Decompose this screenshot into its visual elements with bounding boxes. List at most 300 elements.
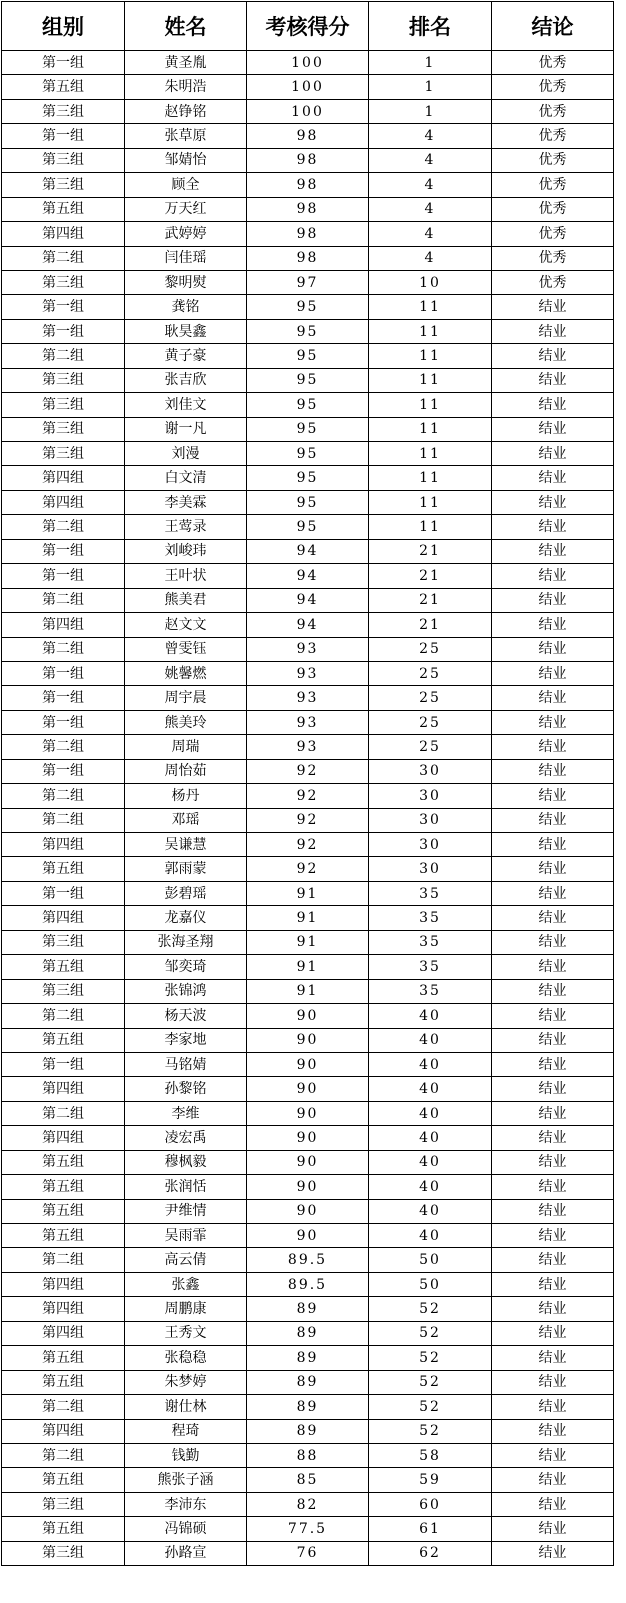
rank-cell: 4 [369, 197, 492, 221]
name-cell: 王叶状 [125, 564, 247, 588]
rank-cell: 4 [369, 173, 492, 197]
score-cell: 98 [247, 246, 369, 270]
name-cell: 李家地 [125, 1028, 247, 1052]
name-cell: 周瑞 [125, 735, 247, 759]
group-cell: 第三组 [2, 1541, 125, 1565]
conclusion-cell: 结业 [492, 881, 614, 905]
score-cell: 90 [247, 1199, 369, 1223]
rank-cell: 11 [369, 490, 492, 514]
table-row [2, 759, 614, 783]
group-cell: 第二组 [2, 735, 125, 759]
table-row [2, 1517, 614, 1541]
rank-cell: 1 [369, 99, 492, 123]
score-cell: 95 [247, 344, 369, 368]
score-cell: 90 [247, 1150, 369, 1174]
score-cell: 91 [247, 930, 369, 954]
name-cell: 闫佳瑶 [125, 246, 247, 270]
rank-cell: 1 [369, 75, 492, 99]
name-cell: 朱梦婷 [125, 1370, 247, 1394]
group-cell: 第二组 [2, 784, 125, 808]
group-cell: 第一组 [2, 564, 125, 588]
name-cell: 周宇晨 [125, 686, 247, 710]
conclusion-cell: 优秀 [492, 124, 614, 148]
name-cell: 黎明熨 [125, 270, 247, 294]
rank-cell: 35 [369, 930, 492, 954]
table-row [2, 710, 614, 734]
table-row [2, 1150, 614, 1174]
conclusion-cell: 结业 [492, 539, 614, 563]
table-row [2, 1419, 614, 1443]
table-row [2, 686, 614, 710]
conclusion-cell: 结业 [492, 1175, 614, 1199]
table-row [2, 222, 614, 246]
rank-cell: 40 [369, 1224, 492, 1248]
rank-cell: 25 [369, 710, 492, 734]
header-name: 姓名 [125, 2, 247, 51]
table-row [2, 1297, 614, 1321]
conclusion-cell: 结业 [492, 637, 614, 661]
name-cell: 周鹏康 [125, 1297, 247, 1321]
conclusion-cell: 结业 [492, 442, 614, 466]
rank-cell: 11 [369, 417, 492, 441]
group-cell: 第四组 [2, 1297, 125, 1321]
group-cell: 第五组 [2, 1150, 125, 1174]
group-cell: 第三组 [2, 368, 125, 392]
table-row [2, 393, 614, 417]
conclusion-cell: 结业 [492, 1297, 614, 1321]
score-cell: 98 [247, 124, 369, 148]
rank-cell: 4 [369, 246, 492, 270]
name-cell: 谢仕林 [125, 1395, 247, 1419]
rank-cell: 11 [369, 393, 492, 417]
name-cell: 张海圣翔 [125, 930, 247, 954]
name-cell: 邹婧怡 [125, 148, 247, 172]
score-cell: 95 [247, 466, 369, 490]
conclusion-cell: 结业 [492, 1541, 614, 1565]
rank-cell: 4 [369, 124, 492, 148]
score-cell: 90 [247, 1004, 369, 1028]
rank-cell: 21 [369, 564, 492, 588]
table-row [2, 295, 614, 319]
rank-cell: 60 [369, 1492, 492, 1516]
conclusion-cell: 结业 [492, 1346, 614, 1370]
group-cell: 第三组 [2, 1492, 125, 1516]
score-cell: 91 [247, 881, 369, 905]
rank-cell: 30 [369, 784, 492, 808]
rank-cell: 25 [369, 637, 492, 661]
score-cell: 89.5 [247, 1248, 369, 1272]
conclusion-cell: 结业 [492, 1224, 614, 1248]
score-cell: 95 [247, 515, 369, 539]
score-cell: 100 [247, 51, 369, 75]
group-cell: 第三组 [2, 442, 125, 466]
rank-cell: 11 [369, 515, 492, 539]
score-cell: 92 [247, 833, 369, 857]
name-cell: 杨天波 [125, 1004, 247, 1028]
table-row [2, 1175, 614, 1199]
conclusion-cell: 结业 [492, 857, 614, 881]
conclusion-cell: 结业 [492, 319, 614, 343]
score-cell: 95 [247, 368, 369, 392]
table-row [2, 417, 614, 441]
group-cell: 第二组 [2, 1248, 125, 1272]
rank-cell: 40 [369, 1101, 492, 1125]
score-cell: 90 [247, 1224, 369, 1248]
table-row [2, 1004, 614, 1028]
group-cell: 第一组 [2, 686, 125, 710]
group-cell: 第二组 [2, 637, 125, 661]
table-row [2, 51, 614, 75]
table-row [2, 1321, 614, 1345]
rank-cell: 21 [369, 539, 492, 563]
conclusion-cell: 结业 [492, 955, 614, 979]
table-row [2, 490, 614, 514]
name-cell: 李沛东 [125, 1492, 247, 1516]
score-cell: 95 [247, 295, 369, 319]
group-cell: 第一组 [2, 759, 125, 783]
conclusion-cell: 结业 [492, 906, 614, 930]
name-cell: 黄子豪 [125, 344, 247, 368]
name-cell: 武婷婷 [125, 222, 247, 246]
score-cell: 95 [247, 490, 369, 514]
conclusion-cell: 结业 [492, 344, 614, 368]
conclusion-cell: 结业 [492, 1370, 614, 1394]
rank-cell: 35 [369, 906, 492, 930]
rank-cell: 59 [369, 1468, 492, 1492]
table-row [2, 1224, 614, 1248]
score-cell: 89.5 [247, 1272, 369, 1296]
rank-cell: 35 [369, 979, 492, 1003]
rank-cell: 4 [369, 222, 492, 246]
group-cell: 第五组 [2, 1468, 125, 1492]
table-row [2, 833, 614, 857]
table-row [2, 906, 614, 930]
group-cell: 第一组 [2, 319, 125, 343]
table-row [2, 270, 614, 294]
group-cell: 第四组 [2, 222, 125, 246]
table-row [2, 564, 614, 588]
table-row [2, 955, 614, 979]
rank-cell: 58 [369, 1443, 492, 1467]
score-cell: 100 [247, 99, 369, 123]
group-cell: 第四组 [2, 833, 125, 857]
table-body [2, 51, 614, 1566]
rank-cell: 25 [369, 686, 492, 710]
table-row [2, 1028, 614, 1052]
rank-cell: 40 [369, 1126, 492, 1150]
score-cell: 77.5 [247, 1517, 369, 1541]
rank-cell: 25 [369, 735, 492, 759]
conclusion-cell: 结业 [492, 1419, 614, 1443]
name-cell: 邹奕琦 [125, 955, 247, 979]
conclusion-cell: 优秀 [492, 173, 614, 197]
conclusion-cell: 结业 [492, 613, 614, 637]
name-cell: 刘漫 [125, 442, 247, 466]
score-cell: 95 [247, 319, 369, 343]
conclusion-cell: 结业 [492, 1492, 614, 1516]
group-cell: 第五组 [2, 1199, 125, 1223]
group-cell: 第二组 [2, 1395, 125, 1419]
rank-cell: 40 [369, 1199, 492, 1223]
rank-cell: 62 [369, 1541, 492, 1565]
conclusion-cell: 结业 [492, 930, 614, 954]
conclusion-cell: 优秀 [492, 51, 614, 75]
score-cell: 98 [247, 173, 369, 197]
rank-cell: 30 [369, 759, 492, 783]
score-cell: 85 [247, 1468, 369, 1492]
table-row [2, 1126, 614, 1150]
name-cell: 赵铮铭 [125, 99, 247, 123]
table-row [2, 735, 614, 759]
name-cell: 王莺录 [125, 515, 247, 539]
table-row [2, 1541, 614, 1565]
name-cell: 吴谦慧 [125, 833, 247, 857]
group-cell: 第三组 [2, 148, 125, 172]
group-cell: 第四组 [2, 1077, 125, 1101]
name-cell: 姚馨燃 [125, 661, 247, 685]
name-cell: 高云倩 [125, 1248, 247, 1272]
rank-cell: 11 [369, 295, 492, 319]
table-row [2, 148, 614, 172]
header-row [2, 2, 614, 51]
name-cell: 王秀文 [125, 1321, 247, 1345]
group-cell: 第二组 [2, 588, 125, 612]
score-cell: 93 [247, 686, 369, 710]
rank-cell: 40 [369, 1028, 492, 1052]
group-cell: 第二组 [2, 1443, 125, 1467]
score-cell: 98 [247, 148, 369, 172]
rank-cell: 21 [369, 588, 492, 612]
name-cell: 曾雯钰 [125, 637, 247, 661]
table-row [2, 75, 614, 99]
group-cell: 第四组 [2, 613, 125, 637]
conclusion-cell: 结业 [492, 1004, 614, 1028]
score-cell: 95 [247, 417, 369, 441]
conclusion-cell: 结业 [492, 1028, 614, 1052]
group-cell: 第三组 [2, 393, 125, 417]
score-cell: 97 [247, 270, 369, 294]
group-cell: 第四组 [2, 1321, 125, 1345]
score-cell: 94 [247, 588, 369, 612]
rank-cell: 52 [369, 1321, 492, 1345]
table-row [2, 881, 614, 905]
conclusion-cell: 结业 [492, 759, 614, 783]
name-cell: 穆枫毅 [125, 1150, 247, 1174]
table-row [2, 466, 614, 490]
score-cell: 94 [247, 564, 369, 588]
rank-cell: 52 [369, 1370, 492, 1394]
score-cell: 94 [247, 539, 369, 563]
name-cell: 白文清 [125, 466, 247, 490]
rank-cell: 11 [369, 319, 492, 343]
table-row [2, 1492, 614, 1516]
group-cell: 第五组 [2, 1175, 125, 1199]
conclusion-cell: 结业 [492, 1321, 614, 1345]
score-cell: 88 [247, 1443, 369, 1467]
name-cell: 郭雨蒙 [125, 857, 247, 881]
name-cell: 凌宏禹 [125, 1126, 247, 1150]
conclusion-cell: 结业 [492, 417, 614, 441]
name-cell: 孙黎铭 [125, 1077, 247, 1101]
table-row [2, 857, 614, 881]
rank-cell: 52 [369, 1395, 492, 1419]
conclusion-cell: 结业 [492, 564, 614, 588]
score-cell: 89 [247, 1395, 369, 1419]
group-cell: 第二组 [2, 1101, 125, 1125]
rank-cell: 30 [369, 808, 492, 832]
rank-cell: 35 [369, 881, 492, 905]
conclusion-cell: 结业 [492, 1443, 614, 1467]
group-cell: 第二组 [2, 515, 125, 539]
group-cell: 第二组 [2, 344, 125, 368]
conclusion-cell: 结业 [492, 979, 614, 1003]
rank-cell: 40 [369, 1052, 492, 1076]
conclusion-cell: 结业 [492, 784, 614, 808]
group-cell: 第一组 [2, 710, 125, 734]
table-row [2, 661, 614, 685]
conclusion-cell: 结业 [492, 1468, 614, 1492]
name-cell: 龚铭 [125, 295, 247, 319]
table-row [2, 124, 614, 148]
conclusion-cell: 结业 [492, 466, 614, 490]
rank-cell: 40 [369, 1175, 492, 1199]
table-row [2, 1199, 614, 1223]
group-cell: 第四组 [2, 906, 125, 930]
table-row [2, 1370, 614, 1394]
name-cell: 张草原 [125, 124, 247, 148]
rank-cell: 40 [369, 1077, 492, 1101]
conclusion-cell: 优秀 [492, 270, 614, 294]
conclusion-cell: 结业 [492, 1101, 614, 1125]
name-cell: 朱明浩 [125, 75, 247, 99]
conclusion-cell: 结业 [492, 368, 614, 392]
score-cell: 90 [247, 1052, 369, 1076]
table-row [2, 1468, 614, 1492]
score-cell: 82 [247, 1492, 369, 1516]
group-cell: 第二组 [2, 1004, 125, 1028]
name-cell: 谢一凡 [125, 417, 247, 441]
table-row [2, 442, 614, 466]
group-cell: 第二组 [2, 808, 125, 832]
score-cell: 93 [247, 637, 369, 661]
header-conclusion: 结论 [492, 2, 614, 51]
name-cell: 马铭婧 [125, 1052, 247, 1076]
score-cell: 89 [247, 1419, 369, 1443]
score-cell: 93 [247, 661, 369, 685]
group-cell: 第五组 [2, 197, 125, 221]
rank-cell: 4 [369, 148, 492, 172]
conclusion-cell: 优秀 [492, 99, 614, 123]
rank-cell: 50 [369, 1272, 492, 1296]
score-cell: 95 [247, 393, 369, 417]
conclusion-cell: 结业 [492, 1272, 614, 1296]
score-cell: 91 [247, 979, 369, 1003]
conclusion-cell: 结业 [492, 588, 614, 612]
conclusion-cell: 结业 [492, 710, 614, 734]
group-cell: 第一组 [2, 124, 125, 148]
score-cell: 76 [247, 1541, 369, 1565]
name-cell: 周怡茹 [125, 759, 247, 783]
table-row [2, 99, 614, 123]
rank-cell: 40 [369, 1150, 492, 1174]
group-cell: 第四组 [2, 1419, 125, 1443]
rank-cell: 21 [369, 613, 492, 637]
group-cell: 第一组 [2, 661, 125, 685]
conclusion-cell: 结业 [492, 515, 614, 539]
name-cell: 张稳稳 [125, 1346, 247, 1370]
header-group: 组别 [2, 2, 125, 51]
rank-cell: 52 [369, 1419, 492, 1443]
name-cell: 万天红 [125, 197, 247, 221]
table-row [2, 588, 614, 612]
header-score: 考核得分 [247, 2, 369, 51]
name-cell: 刘佳文 [125, 393, 247, 417]
name-cell: 钱勤 [125, 1443, 247, 1467]
name-cell: 孙路宣 [125, 1541, 247, 1565]
group-cell: 第四组 [2, 490, 125, 514]
score-cell: 93 [247, 735, 369, 759]
conclusion-cell: 结业 [492, 1248, 614, 1272]
score-cell: 93 [247, 710, 369, 734]
table-row [2, 197, 614, 221]
table-row [2, 613, 614, 637]
name-cell: 熊美玲 [125, 710, 247, 734]
group-cell: 第五组 [2, 75, 125, 99]
rank-cell: 30 [369, 833, 492, 857]
name-cell: 冯锦硕 [125, 1517, 247, 1541]
group-cell: 第五组 [2, 1028, 125, 1052]
score-cell: 90 [247, 1126, 369, 1150]
score-cell: 92 [247, 784, 369, 808]
table-row [2, 368, 614, 392]
table-row [2, 1077, 614, 1101]
name-cell: 龙嘉仪 [125, 906, 247, 930]
group-cell: 第一组 [2, 51, 125, 75]
name-cell: 张锦鸿 [125, 979, 247, 1003]
score-cell: 98 [247, 197, 369, 221]
name-cell: 熊张子涵 [125, 1468, 247, 1492]
name-cell: 刘峻玮 [125, 539, 247, 563]
group-cell: 第一组 [2, 881, 125, 905]
name-cell: 程琦 [125, 1419, 247, 1443]
score-cell: 100 [247, 75, 369, 99]
header-rank: 排名 [369, 2, 492, 51]
rank-cell: 11 [369, 442, 492, 466]
rank-cell: 11 [369, 368, 492, 392]
name-cell: 彭碧瑶 [125, 881, 247, 905]
name-cell: 耿昊鑫 [125, 319, 247, 343]
group-cell: 第四组 [2, 466, 125, 490]
table-row [2, 173, 614, 197]
conclusion-cell: 结业 [492, 686, 614, 710]
conclusion-cell: 优秀 [492, 75, 614, 99]
conclusion-cell: 结业 [492, 1126, 614, 1150]
rank-cell: 30 [369, 857, 492, 881]
table-row [2, 515, 614, 539]
score-cell: 92 [247, 759, 369, 783]
group-cell: 第三组 [2, 173, 125, 197]
name-cell: 张鑫 [125, 1272, 247, 1296]
score-cell: 90 [247, 1175, 369, 1199]
group-cell: 第五组 [2, 955, 125, 979]
group-cell: 第二组 [2, 246, 125, 270]
conclusion-cell: 优秀 [492, 222, 614, 246]
group-cell: 第五组 [2, 857, 125, 881]
table-row [2, 344, 614, 368]
score-cell: 98 [247, 222, 369, 246]
conclusion-cell: 结业 [492, 735, 614, 759]
name-cell: 熊美君 [125, 588, 247, 612]
